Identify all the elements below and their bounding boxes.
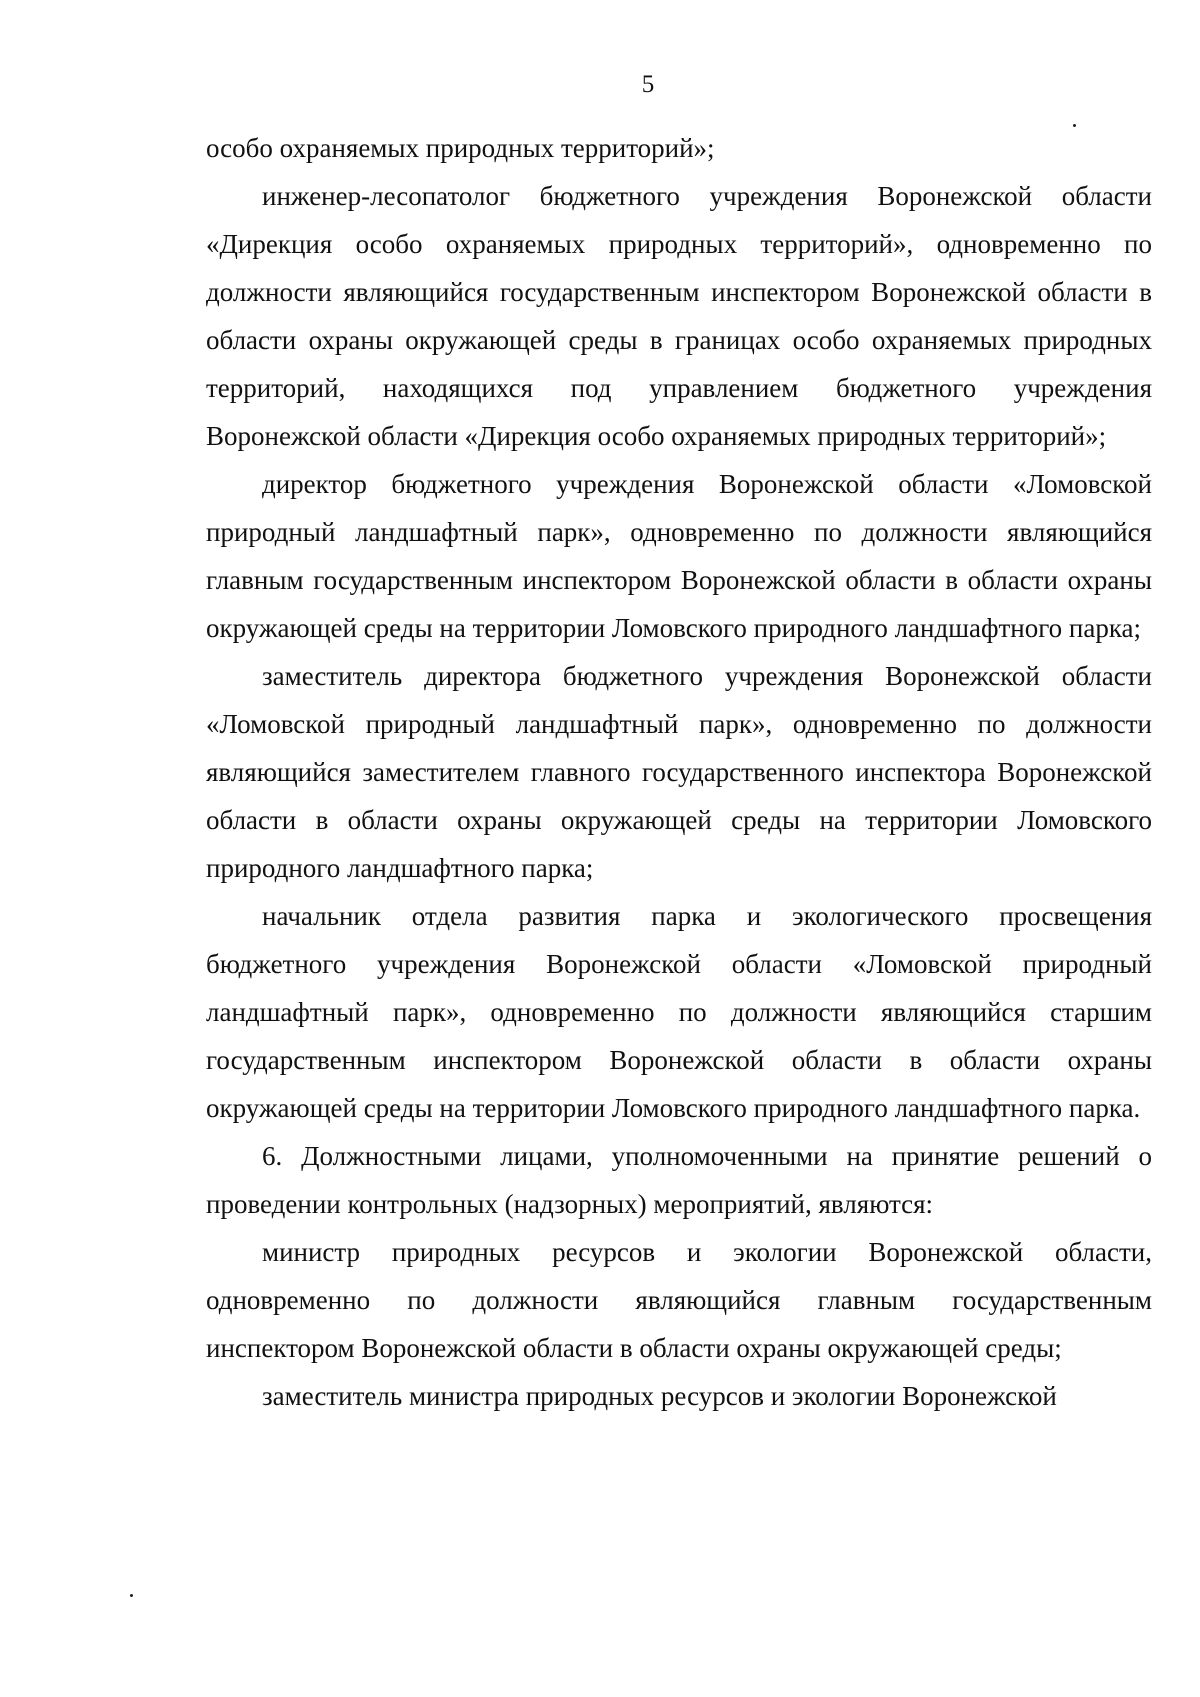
- paragraph-forest-pathologist: инженер-лесопатолог бюджетного учреждения Воронежской области «Дирекция особо охраняемых природных территорий», одновременно по должности являющийся государственным инспектором Воронежской области в области охраны окружающей среды в границах особо охраняемых природных территорий, находящихся под управлением бюджетного учреждения Воронежской области «Дирекция особо охраняемых природных территорий»;: [206, 181, 1152, 451]
- paragraph-item-6: 6. Должностными лицами, уполномоченными на принятие решений о проведении контрольных (надзорных) мероприятий, являются:: [206, 1141, 1152, 1219]
- paragraph-park-director: директор бюджетного учреждения Воронежской области «Ломовской природный ландшафтный парк», одновременно по должности являющийся главным государственным инспектором Воронежской области в области охраны окружающей среды на территории Ломовского природного ландшафтного парка;: [206, 469, 1152, 643]
- paragraph-continuation: особо охраняемых природных территорий»;: [206, 133, 715, 163]
- page-number: 5: [641, 71, 655, 98]
- paragraph-minister: министр природных ресурсов и экологии Воронежской области, одновременно по должности являющийся главным государственным инспектором Воронежской области в области охраны окружающей среды;: [206, 1237, 1152, 1363]
- paragraph-deputy-director: заместитель директора бюджетного учреждения Воронежской области «Ломовской природный ландшафтный парк», одновременно по должности являющийся заместителем главного государственного инспектора Воронежской области в области охраны окружающей среды на территории Ломовского природного ландшафтного парка;: [206, 661, 1152, 883]
- paragraph-department-head: начальник отдела развития парка и экологического просвещения бюджетного учреждения Воронежской области «Ломовской природный ландшафтный парк», одновременно по должности являющийся старшим государственным инспектором Воронежской области в области охраны окружающей среды на территории Ломовского природного ландшафтного парка.: [206, 901, 1152, 1123]
- document-body: [206, 124, 1152, 1420]
- paragraph-deputy-minister: заместитель министра природных ресурсов и экологии Воронежской: [262, 1381, 1057, 1411]
- scan-speck: [130, 1594, 133, 1597]
